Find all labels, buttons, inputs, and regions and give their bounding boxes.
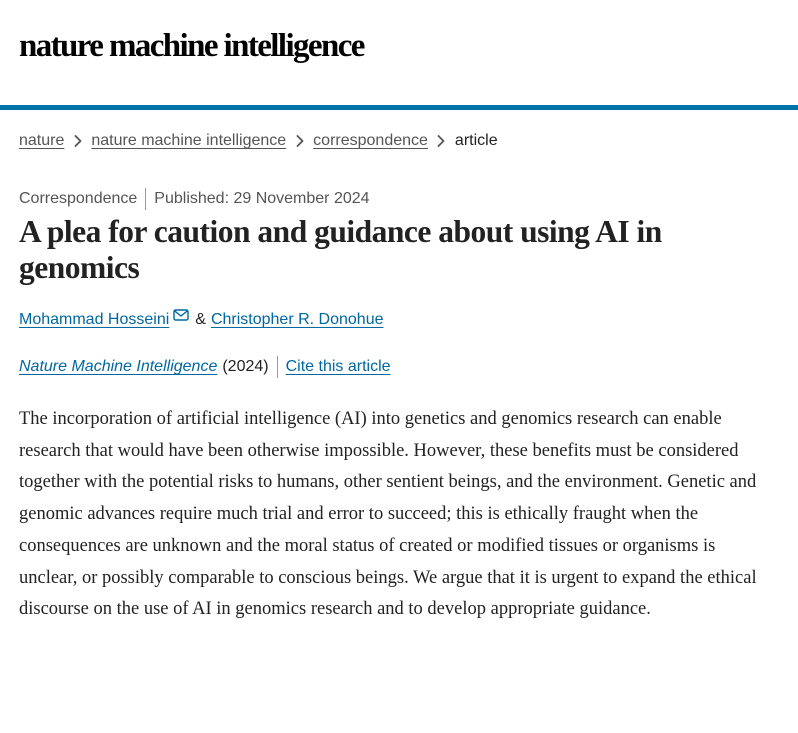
breadcrumb-item-correspondence[interactable]: correspondence [313,132,428,149]
breadcrumb [19,132,498,150]
chevron-right-icon [64,132,91,150]
article-meta [19,188,370,210]
cite-article-link[interactable]: Cite this article [285,358,391,375]
publication-year: (2024) [222,358,269,375]
author-separator: & [195,311,206,328]
chevron-right-icon [286,132,313,150]
header-accent-rule [0,105,798,110]
breadcrumb-item-journal[interactable]: nature machine intelligence [91,132,287,149]
mail-icon[interactable] [173,308,189,326]
author-link[interactable]: Mohammad Hosseini [19,311,170,328]
citation-divider [277,356,278,378]
author-link[interactable]: Christopher R. Donohue [210,311,384,328]
meta-divider [145,188,146,210]
citation-line [19,356,391,378]
site-logo[interactable]: nature machine intelligence [19,28,364,64]
published-date: Published: 29 November 2024 [154,190,370,207]
author-list [19,311,384,329]
breadcrumb-item-nature[interactable]: nature [19,132,65,149]
article-abstract: The incorporation of artificial intelligence (AI) into genetics and genomics research can enable research that would have been otherwise impossible. However, these benefits must be considered together with the potential risks to humans, other sentient beings, and the environment. Genetic and genomic advances require much trial and error to succeed; this is ethically fraught when the consequences are unknown and the moral status of created or modified tissues or organisms is unclear, or possibly comparable to conscious beings. We argue that it is urgent to expand the ethical discourse on the use of AI in genomics research and to develop appropriate guidance. [19,409,757,620]
chevron-right-icon [428,132,455,150]
journal-link[interactable]: Nature Machine Intelligence [19,358,218,375]
article-title: A plea for caution and guidance about using AI in genomics [19,214,662,285]
site-header [0,0,798,106]
article-type: Correspondence [19,190,138,207]
breadcrumb-item-current: article [454,132,498,149]
